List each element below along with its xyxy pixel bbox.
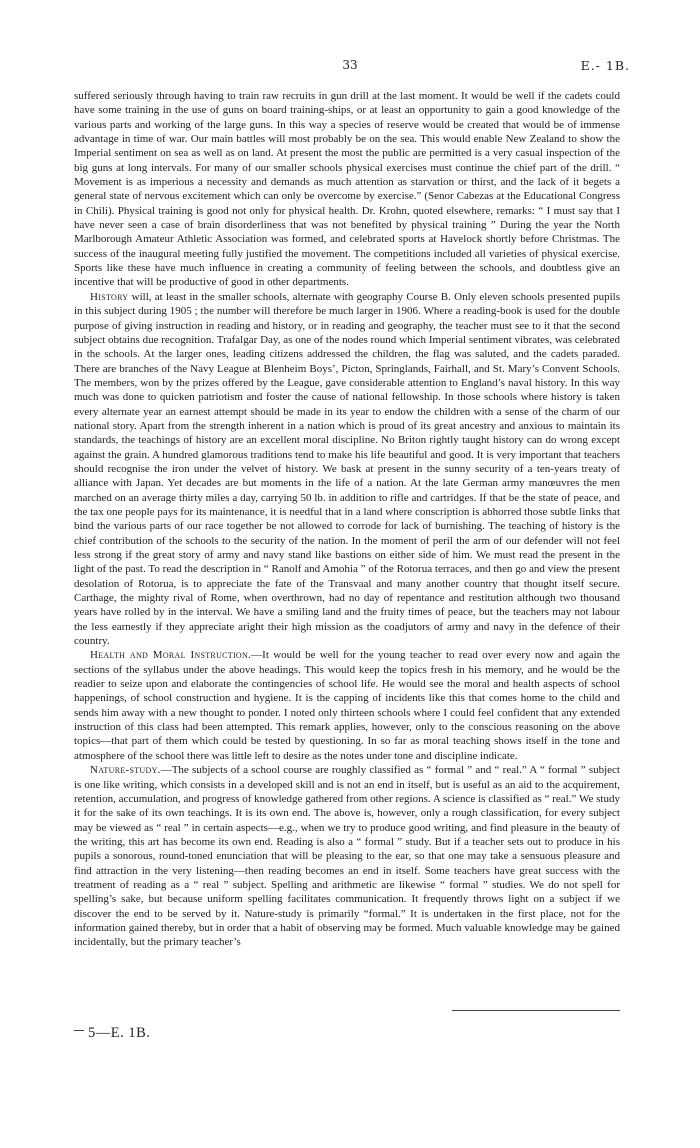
report-code: E.- 1B. xyxy=(580,58,630,73)
section-heading-health-moral: Health and Moral Instruction. xyxy=(90,649,252,662)
paragraph-health-moral xyxy=(74,648,620,763)
paragraph-text: suffered seriously through having to train raw recruits in gun drill at the last moment. It would be well if the cadets could have some training in the use of guns on board training-ships, or at least an opportunity to gain a good knowledge of the various parts and working of the large guns. In this way a species of reserve would be created that would be of immense advantage in time of war. Our main battles will most probably be on the sea. This would enable New Zealand to show the Imperial sentiment on sea as well as on land. At present the most the public are permitted is a very casual inspection of the big guns at long intervals. For many of our smaller schools physical exercises must continue the chief part of the drill. “ Movement is as imperious a necessity and demands as much attention as starvation or thirst, and the lack of it begets a general state of nervous excitement which can only be overcome by exercise.” (Senor Cabezas at the Educational Congress in Chili). Physical training is good not only for physical health. Dr. Krohn, quoted elsewhere, remarks: “ I must say that I have never seen a case of brain disorderliness that was not benefited by physical training ” During the year the North Marlborough Amateur Athletic Association was formed, and celebrated sports at Havelock shortly before Christmas. The success of the inaugural meeting fully justified the movement. The competitions included all varieties of physical exercise. Sports like these have much influence in creating a community of feeling between the schools, and doubtless give an incentive that will be productive of good in other departments. xyxy=(74,90,620,289)
footer-signature: 5—E. 1B. xyxy=(88,1025,151,1041)
body-text xyxy=(74,89,620,950)
section-heading-history: History xyxy=(90,290,129,303)
paragraph-history xyxy=(74,290,620,649)
footer-dash xyxy=(74,1030,84,1031)
paragraph-physical-training xyxy=(74,89,620,290)
section-heading-nature-study: Nature-study. xyxy=(90,764,161,777)
paragraph-text: will, at least in the smaller schools, alternate with geography Course B. Only eleven schools presented pupils in this subject during 1905 ; the number will therefore be much larger in 1906. Where a reading-book is used for the double purpose of giving instruction in reading and history, or in reading and geography, the teacher must see to it that the second subject obtains due recognition. Trafalgar Day, as one of the nodes round which Imperial sentiment vibrates, was celebrated in the schools. At the larger ones, leading citizens addressed the children, the flag was saluted, and the cadets paraded. There are branches of the Navy League at Blenheim Boys’, Picton, Springlands, Fairhall, and St. Mary’s Convent Schools. The members, won by the prizes offered by the League, gave considerable attention to England’s naval history. In this way much was done to quicken patriotism and foster the cause of national fellowship. In those schools where history is taken every alternate year an earnest attempt should be made in its year to endow the children with a sense of the charm of our national story. Apart from the strength inherent in a nation which is proud of its great ancestry and anxious to maintain its standards, the teachings of history are an excellent moral discipline. No Briton rightly taught history can do wrong except against the grain. A hundred glamorous traditions tend to make his life beautiful and good. It is very important that teachers should recognise the iron under the velvet of history. We bask at present in the sunny security of a ten-years treaty of alliance with Japan. Yet decades are but moments in the life of a nation. At the late German army manœuvres the men marched on an average thirty miles a day, carrying 50 lb. in addition to rifle and cartridges. If that be the state of peace, and the tax one people pays for its maintenance, it is needful that in a land where conscription is abhorred those subtle links that bind the various parts of our race together be not allowed to corrode for lack of burnishing. The teaching of history is the chief contribution of the schools to the security of the nation. In the moment of peril the arm of our defender will not feel less strong if the great story of army and navy stand like bastions on either side of him. We must read the present in the light of the past. To read the description in “ Ranolf and Amohia ” of the Rotorua terraces, and then go and view the present desolation of Rotorua, is to appreciate the fate of the Transvaal and many another country that thought itself secure. Carthage, the mighty rival of Rome, when overthrown, had no day of repentance and restitution although two thousand years have rolled by in the interval. We have a smiling land and the fruity times of peace, but the teachers may not labour the less earnestly if they appreciate aright their high mission as the coadjutors of army and navy in the defence of their country. xyxy=(74,290,620,648)
paragraph-text: —It would be well for the young teacher to read over every now and again the sections of the syllabus under the above headings. This would keep the topics fresh in his memory, and he would be the readier to seize upon and elaborate the contingencies of school life. He would see the moral and health aspects of school happenings, of school construction and hygiene. It is the capping of incidents like this that comes home to the child and sends him away with a new thought to ponder. I noted only thirteen schools where I could feel confident that any extended instruction of this class had been attempted. This remark applies, however, only to the conscious reasoning on the above topics—that part of them which could be tested by questioning. In so far as moral teaching shows itself in the tone and atmosphere of the school there was little left to desire as the notes under tone and discipline indicate. xyxy=(74,649,620,762)
paragraph-text: —The subjects of a school course are roughly classified as “ formal ” and “ real.” A “ formal ” subject is one like writing, which consists in a developed skill and is not an end in itself, but is useful as an aid to the acquirement, retention, accumulation, and progress of knowledge gathered from other regions. A science is classified as “ real.” We study it for the sake of its own teachings. It is its own end. The above is, however, only a rough classification, for every subject may be viewed as “ real ” in certain aspects—e.g., when we try to produce good writing, and find pleasure in the beauty of the writing, this art has become its own end. Reading is also a “ formal ” study. But if a teacher sets out to produce in his pupils a sonorous, round-toned enunciation that will be pleasing to the ear, so that one may take a sensuous pleasure and find attraction in the very listening—then reading becomes an end in itself. Some teachers have great success with the treatment of reading as a “ real ” subject. Spelling and arithmetic are likewise “ formal ” studies. We do not spell for spelling’s sake, but because uniform spelling facilitates communication. It frequently throws light on a subject if we discover the end to be served by it. Nature-study is primarily “formal.” It is undertaken in the first place, not for the information gained thereby, but in order that a habit of observing may be formed. Much valuable knowledge may be gained incidentally, but the primary teacher’s xyxy=(74,764,620,949)
text-end-rule xyxy=(452,1010,620,1011)
page-number: 33 xyxy=(342,58,358,72)
paragraph-nature-study xyxy=(74,763,620,949)
